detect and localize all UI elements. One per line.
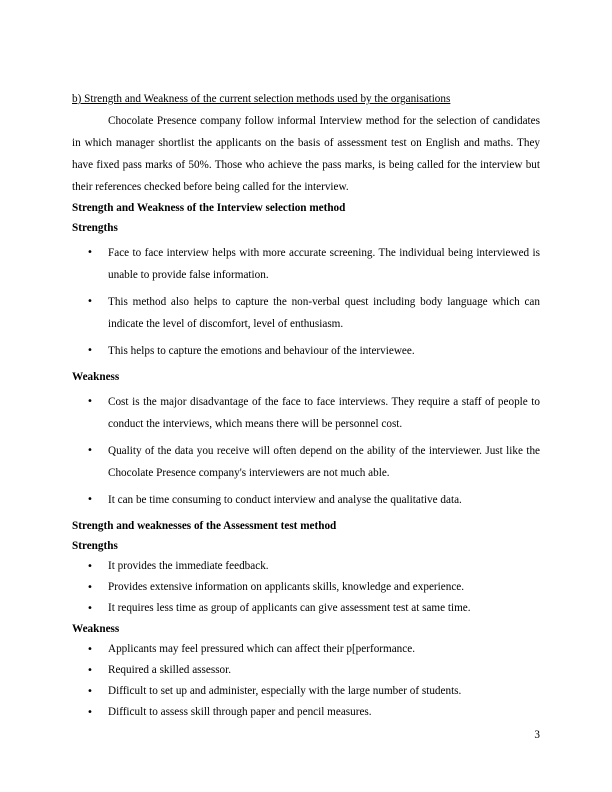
list-item: • It provides the immediate feedback.: [72, 556, 540, 577]
list-item: • This helps to capture the emotions and behaviour of the interviewee.: [72, 340, 540, 362]
assessment-weakness-list: [72, 639, 540, 723]
list-item: • Difficult to assess skill through paper and pencil measures.: [72, 702, 540, 723]
page-content: [72, 92, 540, 723]
list-item: • Required a skilled assessor.: [72, 660, 540, 681]
assessment-strengths-list: [72, 556, 540, 619]
interview-method-title: Strength and Weakness of the Interview selection method: [72, 202, 346, 214]
list-item: • It requires less time as group of applicants can give assessment test at same time.: [72, 598, 540, 619]
intro-paragraph: Chocolate Presence company follow informal Interview method for the selection of candidates in which manager shortlist the applicants on the basis of assessment test on English and maths. They have fixed pass marks of 50%. Those who achieve the pass marks, is being called for the interview but their references checked before being called for the interview.: [72, 115, 540, 193]
list-item: • Quality of the data you receive will often depend on the ability of the interviewer. Just like the Chocolate Presence company's interviewers are not much able.: [72, 440, 540, 484]
section-heading: b) Strength and Weakness of the current selection methods used by the organisations: [72, 93, 451, 105]
assessment-method-title: Strength and weaknesses of the Assessment test method: [72, 520, 337, 532]
list-item: • Face to face interview helps with more accurate screening. The individual being interviewed is unable to provide false information.: [72, 242, 540, 286]
list-item: • Applicants may feel pressured which can affect their p[performance.: [72, 639, 540, 660]
list-item: • This method also helps to capture the non-verbal quest including body language which can indicate the level of discomfort, level of enthusiasm.: [72, 291, 540, 335]
assessment-weakness-label: Weakness: [72, 623, 120, 635]
interview-strengths-label: Strengths: [72, 222, 118, 234]
list-item: • Cost is the major disadvantage of the face to face interviews. They require a staff of people to conduct the interviews, which means there will be personnel cost.: [72, 391, 540, 435]
list-item: • Difficult to set up and administer, especially with the large number of students.: [72, 681, 540, 702]
interview-weakness-label: Weakness: [72, 371, 120, 383]
list-item: • It can be time consuming to conduct interview and analyse the qualitative data.: [72, 489, 540, 511]
list-item: • Provides extensive information on applicants skills, knowledge and experience.: [72, 577, 540, 598]
interview-weakness-list: [72, 391, 540, 511]
assessment-strengths-label: Strengths: [72, 540, 118, 552]
page-number: 3: [534, 729, 540, 741]
interview-strengths-list: [72, 242, 540, 362]
